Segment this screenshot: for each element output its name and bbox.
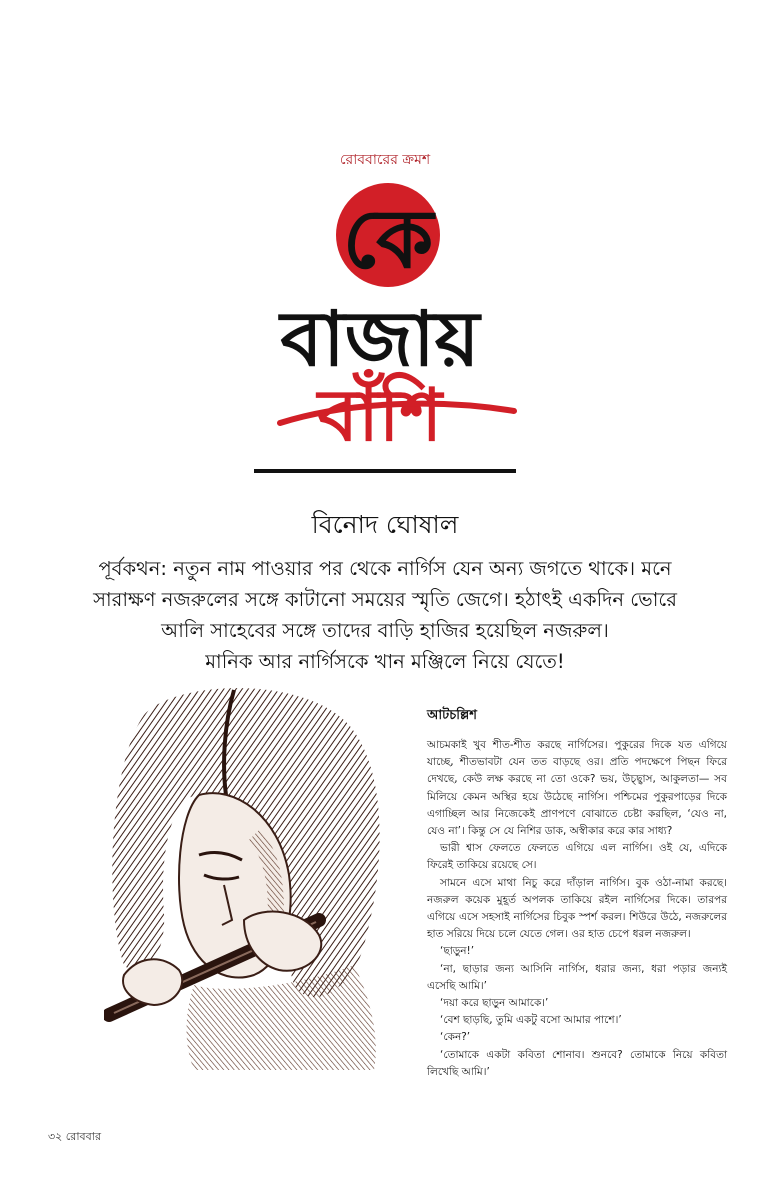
paragraph: ‘দয়া করে ছাড়ুন আমাকে।’ xyxy=(440,997,549,1010)
paragraph: আচমকাই খুব শীত-শীত করছে নার্গিসের। পুকুরের দিকে যত এগিয়ে যাচ্ছে, শীতভাবটা যেন তত বাড়ছে ওর। প্রতি পদক্ষেপে পিছন ফিরে দেখছে, কেউ লক্ষ করছে না তো ওকে? ভয়, উচ্ছ্বাস, আকুলতা— সব মিলিয়ে কেমন অস্থির হয়ে উঠেছে নার্গিস। পশ্চিমের পুকুরপাড়ের দিকে এগাচ্ছিল আর নিজেকেই প্রাণপণে বোঝাতে চেষ্টা করছিল, ‘যেও না, যেও না’। কিন্তু সে যে নিশির ডাক, অস্বীকার করে কার সাধ্য? xyxy=(427,739,727,838)
paragraph: ভারী শ্বাস ফেলতে ফেলতে এগিয়ে এল নার্গিস। ওই যে, এদিকে ফিরেই তাকিয়ে রয়েছে সে। xyxy=(427,842,727,872)
paragraph: ‘না, ছাড়ার জন্য আসিনি নার্গিস, ধরার জন্য, ধরা পড়ার জন্যই এসেছি আমি।’ xyxy=(427,962,727,992)
summary-line: মানিক আর নার্গিসকে খান মঞ্জিলে নিয়ে যেতে! xyxy=(205,650,565,673)
logo-word-3: বাঁশি xyxy=(317,372,443,457)
summary-line: আলি সাহেবের সঙ্গে তাদের বাড়ি হাজির হয়েছিল নজরুল। xyxy=(161,619,609,642)
paragraph: ‘ছাড়ুন!’ xyxy=(440,945,475,958)
summary-line: পূর্বকথন: নতুন নাম পাওয়ার পর থেকে নার্গিস যেন অন্য জগতে থাকে। মনে xyxy=(98,557,672,580)
chapter-title: আটচল্লিশ xyxy=(427,708,477,723)
title-logo xyxy=(240,175,530,480)
paragraph: ‘বেশ ছাড়ছি, তুমি একটু বসো আমার পাশে।’ xyxy=(440,1014,622,1027)
section-kicker: রোববারের ক্রমশ xyxy=(339,152,431,168)
story-body xyxy=(427,737,727,1081)
story-so-far xyxy=(50,553,720,677)
flute-player-illustration xyxy=(104,685,389,1070)
title-calligraphy xyxy=(240,175,530,480)
paragraph: ‘কেন?’ xyxy=(440,1031,471,1044)
title-rule xyxy=(254,469,516,473)
author-byline: বিনোদ ঘোষাল xyxy=(311,510,459,539)
logo-word-2: বাজায় xyxy=(280,294,480,383)
garment-shading xyxy=(187,965,376,1070)
paragraph: সামনে এসে মাথা নিচু করে দাঁড়াল নার্গিস। বুক ওঠা-নামা করছে। নজরুল কয়েক মুহূর্ত অপলক তাকিয়ে রইল নার্গিসের দিকে। তারপর এগিয়ে এসে সহসাই নার্গিসের চিবুক স্পর্শ করল। শিউরে উঠে, নজরুলের হাত সরিয়ে দিয়ে চলে যেতে গেল। ওর হাত চেপে ধরল নজরুল। xyxy=(427,876,727,941)
paragraph: ‘তোমাকে একটা কবিতা শোনাব। শুনবে? তোমাকে নিয়ে কবিতা লিখেছি আমি।’ xyxy=(427,1048,727,1078)
portrait-sketch xyxy=(104,685,389,1070)
summary-line: সারাক্ষণ নজরুলের সঙ্গে কাটানো সময়ের স্মৃতি জেগে। হঠাৎই একদিন ভোরে xyxy=(93,588,677,611)
logo-word-1: কে xyxy=(342,191,434,287)
page-folio: ৩২ রোববার xyxy=(48,1130,101,1143)
